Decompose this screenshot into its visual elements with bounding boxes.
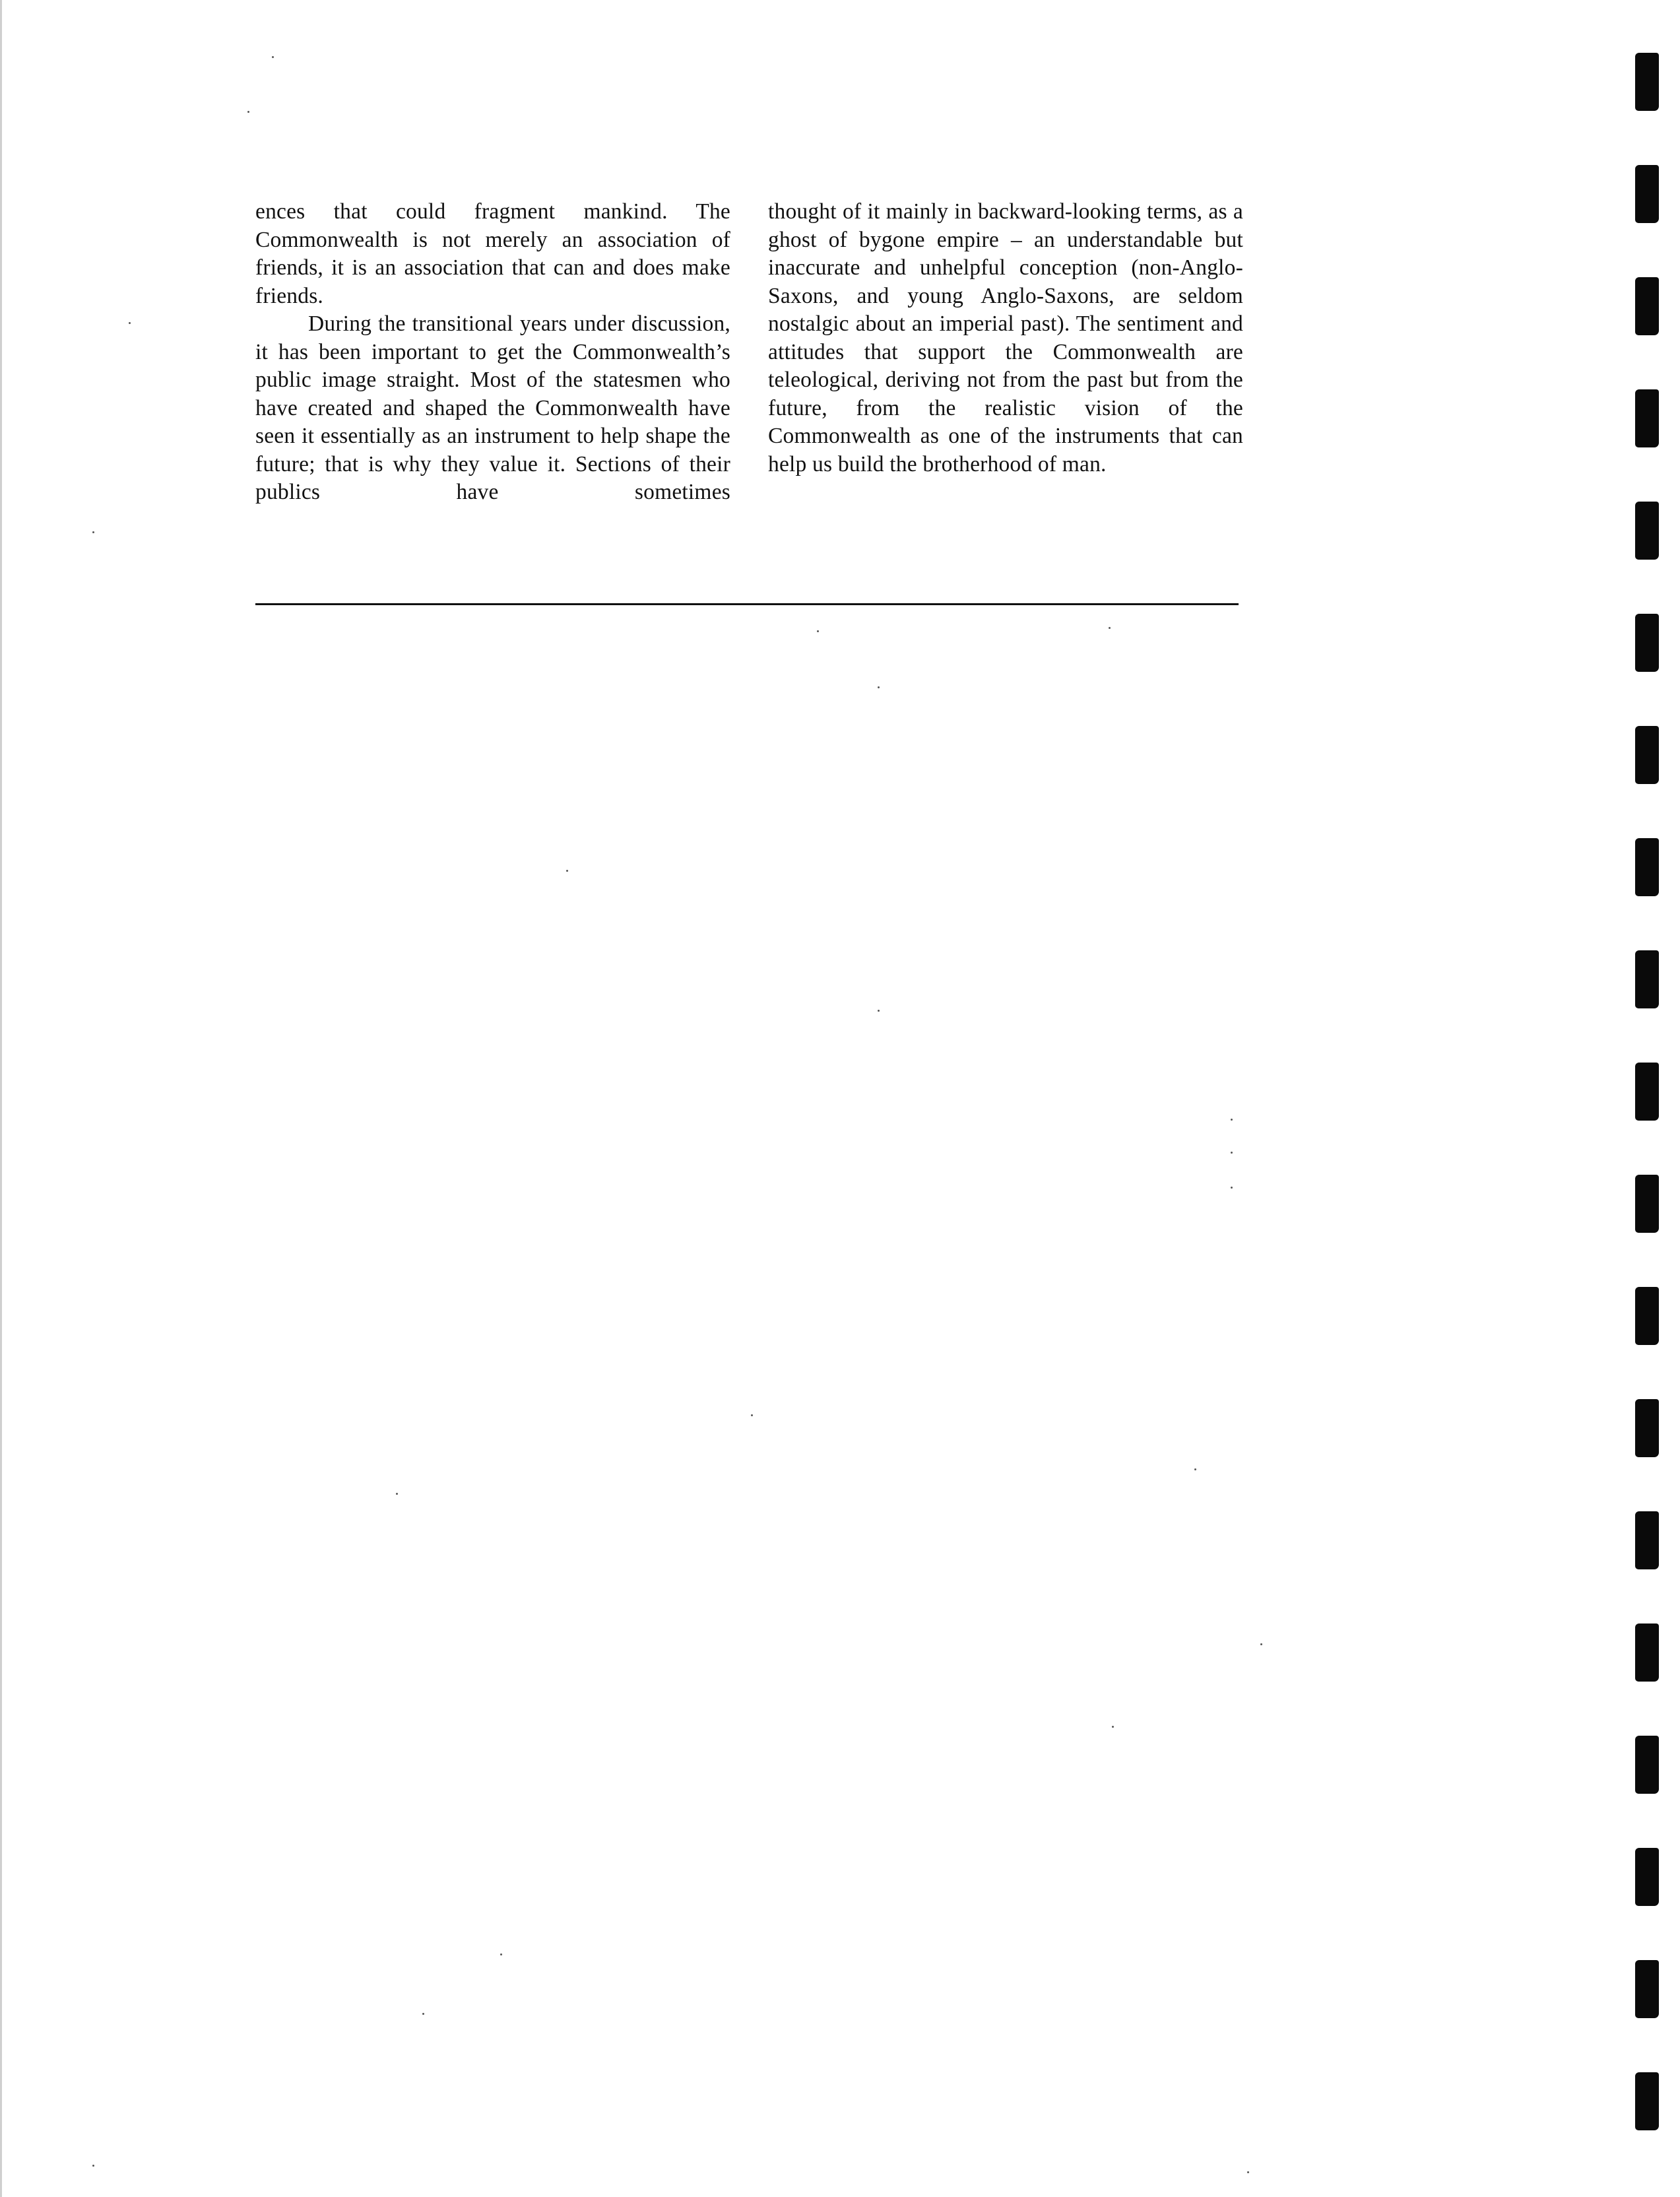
scan-speck [1260,1643,1262,1645]
scan-speck [878,1010,880,1012]
scan-speck [1194,1468,1196,1470]
binding-hole [1635,1175,1659,1233]
scan-speck [817,630,819,632]
scan-speck [1231,1152,1233,1154]
binding-hole [1635,1623,1659,1682]
binding-hole [1635,277,1659,335]
scan-speck [1109,627,1111,629]
binding-hole [1635,389,1659,447]
scan-speck [751,1414,753,1416]
scan-speck [1247,2171,1249,2173]
scan-speck [1112,1726,1114,1728]
binding-hole [1635,502,1659,560]
scan-speck [878,686,880,688]
binding-hole [1635,950,1659,1008]
scan-speck [272,56,274,58]
binding-hole [1635,1063,1659,1121]
binding-hole [1635,2072,1659,2130]
binding-hole [1635,1399,1659,1457]
scan-speck [396,1493,398,1495]
binding-hole [1635,1736,1659,1794]
binding-hole [1635,165,1659,223]
binding-hole [1635,838,1659,896]
binding-hole [1635,53,1659,111]
left-text-column [255,198,730,507]
scan-speck [566,870,568,872]
right-text-column [768,198,1243,478]
scan-speck [247,111,249,113]
page-left-edge [0,0,2,2197]
binding-hole [1635,1960,1659,2018]
scan-speck [1231,1119,1233,1121]
binding-hole [1635,1511,1659,1569]
scan-speck [500,1953,502,1955]
horizontal-rule [255,603,1239,605]
binding-hole [1635,726,1659,784]
scan-speck [422,2013,424,2015]
scan-speck [129,322,131,324]
scan-speck [92,531,94,533]
scan-speck [92,2165,94,2167]
paragraph-2: During the transitional years under discussion, it has been important to get the Commonwealth’s public image straight. Most of the statesmen who have created and shaped the Commonwealth have seen it essentially as an instrument to help shape the future; that is why they value it. Sections of their publics have sometimes [255,312,730,504]
binding-hole [1635,1287,1659,1345]
paragraph-3: thought of it mainly in backward-looking terms, as a ghost of bygone empire – an understandable but inaccurate and unhelpful conception (non-Anglo-Saxons, and young Anglo-Saxons, are seldom nostalgic about an imperial past). The sentiment and attitudes that support the Commonwealth are teleological, deriving not from the past but from the future, from the realistic vision of the Commonwealth as one of the instruments that can help us build the brotherhood of man. [768,199,1243,476]
binding-holes [1635,53,1662,2165]
binding-hole [1635,1848,1659,1906]
paragraph-1: ences that could fragment mankind. The Commonwealth is not merely an association of friends, it is an association that can and does make friends. [255,199,730,308]
binding-hole [1635,614,1659,672]
scan-speck [1231,1187,1233,1189]
